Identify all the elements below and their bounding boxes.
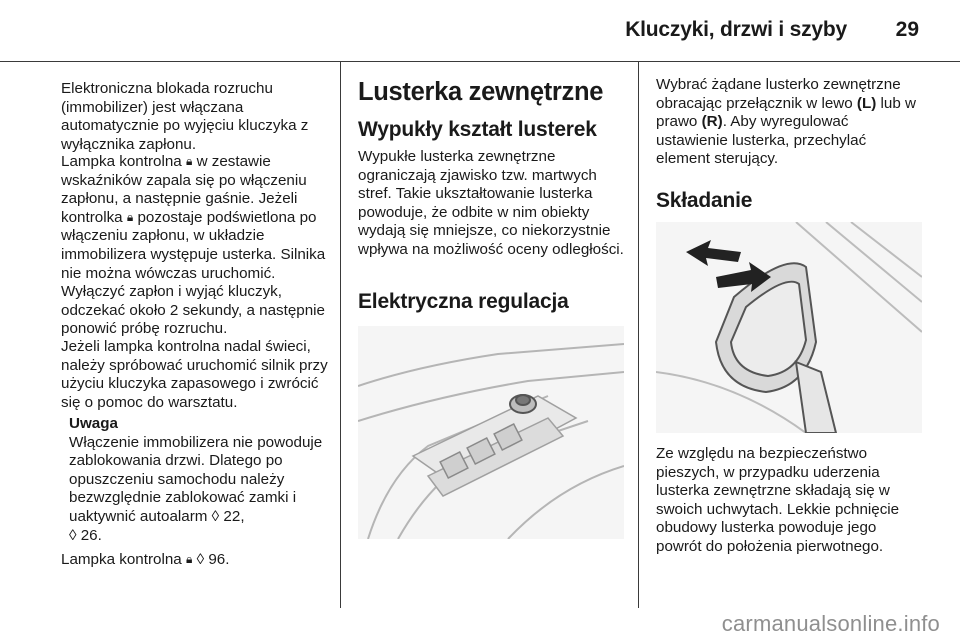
right-switch-label: (R) xyxy=(701,113,723,131)
text-span: . Aby wyregulować ustawienie lusterka, przechylać element sterujący. xyxy=(656,113,867,168)
car-key-warning-icon: 🔒︎ xyxy=(185,154,193,168)
mirror-selection-paragraph xyxy=(656,76,924,169)
page-header xyxy=(0,0,960,62)
page-reference-arrow-icon: ◊ xyxy=(211,507,224,525)
folding-mirror-illustration xyxy=(656,222,922,433)
column-divider-1 xyxy=(340,62,341,608)
section-heading: Lusterka zewnętrzne xyxy=(358,78,604,106)
subsection-heading: Wypukły kształt lusterek xyxy=(358,118,597,141)
car-key-warning-icon: 🔒︎ xyxy=(126,209,134,224)
page-link[interactable]: 22 xyxy=(223,507,241,525)
page-link[interactable]: 96 xyxy=(208,551,226,568)
warning-lamp-paragraph xyxy=(61,153,336,339)
text-span: lub w prawo xyxy=(656,94,916,131)
convex-mirror-paragraph: Wypukłe lusterka zewnętrzne ograniczają zjawisko tzw. martwych stref. Takie ukształtowanie lusterka powoduje, że odbite w nim obiekty wydają się mniejsze, co niekorzystnie wpływa na możliwość oceny odległości. xyxy=(358,148,624,258)
column-middle xyxy=(358,62,625,607)
car-key-warning-icon: 🔒︎ xyxy=(185,552,193,566)
page-link[interactable]: 26 xyxy=(80,526,98,544)
text-span: pozostaje podświetlona po włączeniu zapłonu, w układzie immobilizera występuje usterka. Silnika nie można wówczas uruchomić. Wyłączyć zapłon i wyjąć kluczyk, odczekać około 2 sekundy, a następnie ponowić próbę rozruchu. xyxy=(61,208,326,338)
immobilizer-paragraph: Elektroniczna blokada rozruchu (immobilizer) jest włączana automatycznie po wyjęciu kluczyka z wyłącznika zapłonu. xyxy=(61,80,309,153)
column-divider-2 xyxy=(638,62,639,608)
text-span: Wybrać żądane lusterko zewnętrzne obracając przełącznik w lewo xyxy=(656,76,901,112)
page-number: 29 xyxy=(895,18,919,41)
subsection-heading: Składanie xyxy=(656,189,753,212)
text-span: Lampka kontrolna xyxy=(61,153,186,170)
note-text: Włączenie immobilizera nie powoduje zablokowania drzwi. Dlatego po opuszczeniu samochodu należy bezwzględnie zablokować zamki i uaktywnić autoalarm ◊ 22, ◊ 26. xyxy=(69,433,323,544)
lamp-reference: Lampka kontrolna 🔒︎ ◊ 96. xyxy=(61,551,230,568)
column-left xyxy=(61,62,336,607)
watermark: carmanualsonline.info xyxy=(721,611,940,636)
page-reference-arrow-icon: ◊ xyxy=(69,526,81,544)
left-switch-label: (L) xyxy=(856,94,877,112)
door-switch-illustration xyxy=(358,326,624,539)
column-right xyxy=(656,62,924,607)
fallback-paragraph: Jeżeli lampka kontrolna nadal świeci, należy spróbować uruchomić silnik przy użyciu kluczyka zapasowego i zwrócić się o pomoc do warsztatu. xyxy=(61,338,328,411)
subsection-heading: Elektryczna regulacja xyxy=(358,290,569,313)
page-title: Kluczyki, drzwi i szyby xyxy=(625,18,847,41)
note-title: Uwaga xyxy=(69,415,118,432)
page-reference-arrow-icon: ◊ xyxy=(196,551,209,568)
text-span: Włączenie immobilizera nie powoduje zablokowania drzwi. Dlatego po opuszczeniu samochodu należy bezwzględnie zablokować zamki i uaktywnić autoalarm xyxy=(69,433,323,525)
text-span: w zestawie wskaźników zapala się po włączeniu zapłonu, a następnie gaśnie. Jeżeli kontrolka xyxy=(61,153,307,226)
note-box xyxy=(69,415,337,545)
text-span: Lampka kontrolna xyxy=(61,551,186,568)
folding-paragraph: Ze względu na bezpieczeństwo pieszych, w przypadku uderzenia lusterka zewnętrzne składają się w swoich uchwytach. Lekkie pchnięcie obudowy lusterka powoduje jego powrót do położenia pierwotnego. xyxy=(656,445,900,555)
